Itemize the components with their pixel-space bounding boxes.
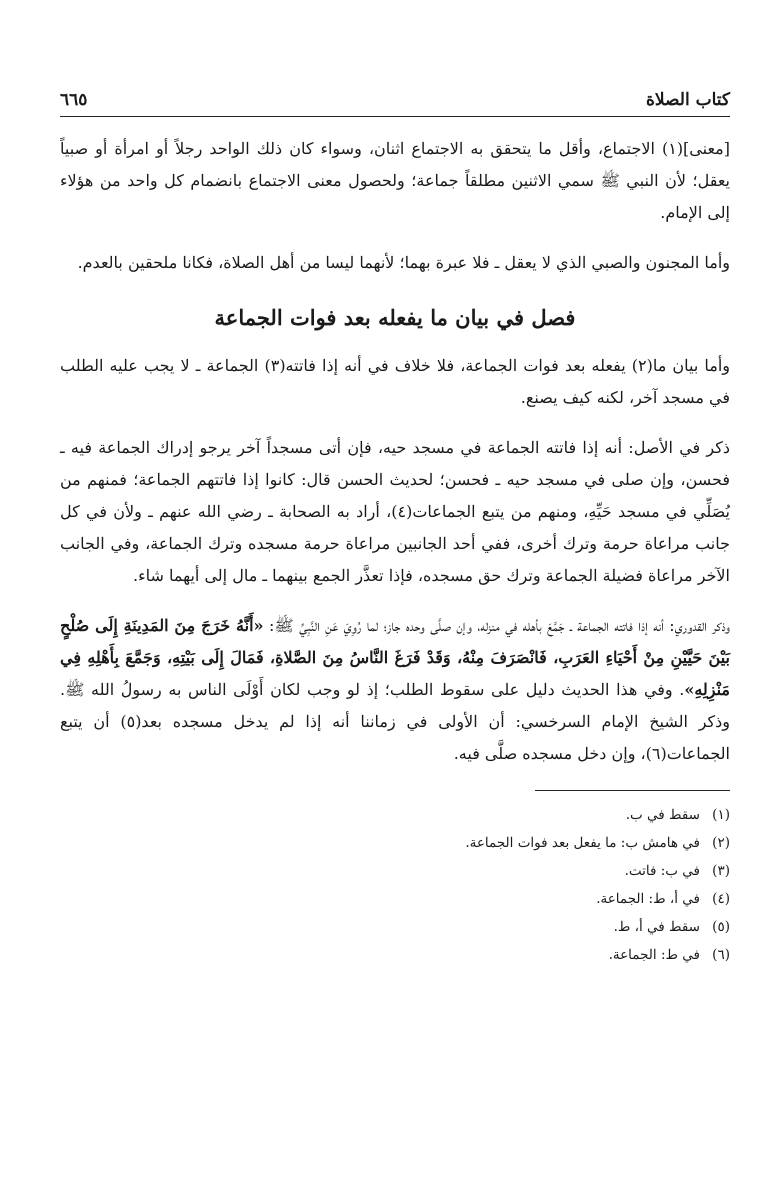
section-heading: فصل في بيان ما يفعله بعد فوات الجماعة: [214, 305, 576, 330]
paragraph: وأما المجنون والصبي الذي لا يعقل ـ فلا عبرة بهما؛ لأنهما ليسا من أهل الصلاة، فكانا ملحقين بالعدم.: [77, 253, 730, 272]
qudoori-rest: . وفي هذا الحديث دليل على سقوط الطلب؛ إذ لو وجب لكان أَوْلَى الناس به رسولُ الله ﷺ. وذكر الشيخ الإمام السرخسي: أن الأولى في زماننا أنه إذا لم يدخل مسجده بعد(٥) أن يتبع الجماعات(٦)، وإن دخل مسجده صلَّى فيه.: [60, 680, 731, 763]
footnote-text: في هامش ب: ما يفعل بعد فوات الجماعة.: [465, 835, 700, 851]
footnote-divider: [535, 790, 730, 791]
footnote-item: [60, 829, 730, 857]
paragraph: وأما بيان ما(٢) يفعله بعد فوات الجماعة، فلا خلاف في أنه إذا فاتته(٣) الجماعة ـ لا يجب عليه الطلب في مسجد آخر، لكنه كيف يصنع.: [60, 356, 730, 407]
footnote-text: سقط في أ، ط.: [613, 919, 700, 935]
footnote-item: [60, 857, 730, 885]
running-header: [60, 90, 730, 117]
page-number: ٦٦٥: [60, 90, 88, 110]
book-page: [60, 90, 730, 969]
footnote-item: [60, 885, 730, 913]
footnote-number: (٦): [712, 947, 730, 963]
footnote-text: في ط: الجماعة.: [608, 947, 700, 963]
hadith-quote: «أَنَّهُ خَرَجَ مِنَ المَدِينَةِ إِلَى صُلْحٍ بَيْنَ حَيَّيْنِ مِنْ أَحْيَاءِ العَرَبِ، فَانْصَرَفَ مِنْهُ، وَقَدْ فَرَغَ النَّاسُ مِنَ الصَّلاةِ، فَمَالَ إِلَى بَيْتِهِ، وَجَمَّعَ بِأَهْلِهِ فِي مَنْزِلِهِ»: [60, 616, 731, 699]
paragraph-qudoori: [60, 610, 730, 770]
footnote-item: [60, 941, 730, 969]
qudoori-intro: وذكر القدوري: أنه إذا فاتته الجماعة ـ جَمَّعَ بأهله في منزله، وإن صلَّى وحده جاز؛ لما رُوِيَ عَنِ النَّبِيِّ ﷺ:: [263, 616, 730, 635]
footnote-item: [60, 913, 730, 941]
footnote-text: في أ، ط: الجماعة.: [596, 891, 700, 907]
footnote-number: (٢): [712, 835, 730, 851]
footnote-number: (٤): [712, 891, 730, 907]
chapter-title: كتاب الصلاة: [645, 90, 730, 110]
footnote-number: (٥): [712, 919, 730, 935]
footnote-text: سقط في ب.: [625, 807, 700, 823]
paragraph: ذكر في الأصل: أنه إذا فاتته الجماعة في مسجد حيه، فإن أتى مسجداً آخر يرجو إدراك الجماعة فيه ـ فحسن، وإن صلى في مسجد حيه ـ فحسن؛ لحديث الحسن قال: كانوا إذا فاتتهم الجماعة؛ فمنهم من يُصَلِّي في مسجد حَيِّهِ، ومنهم من يتبع الجماعات(٤)، أراد به الصحابة ـ رضي الله عنهم ـ ولأن في كل جانب مراعاة حرمة وترك أخرى، ففي أحد الجانبين مراعاة حرمة مسجده وترك الجماعة، وفي الجانب الآخر مراعاة فضيلة الجماعة وترك حق مسجده، فإذا تعذَّر الجمع بينهما ـ مال إلى أيهما شاء.: [60, 438, 730, 585]
footnote-number: (٣): [712, 863, 730, 879]
footnote-number: (١): [712, 807, 730, 823]
footnote-text: في ب: فاتت.: [624, 863, 700, 879]
paragraph: [معنى](١) الاجتماع، وأقل ما يتحقق به الاجتماع اثنان، وسواء كان ذلك الواحد رجلاً أو امرأة أو صبياً يعقل؛ لأن النبي ﷺ سمي الاثنين مطلقاً جماعة؛ ولحصول معنى الاجتماع بانضمام كل واحد من هؤلاء إلى الإمام.: [60, 139, 730, 222]
footnotes: [60, 801, 730, 969]
footnote-item: [60, 801, 730, 829]
